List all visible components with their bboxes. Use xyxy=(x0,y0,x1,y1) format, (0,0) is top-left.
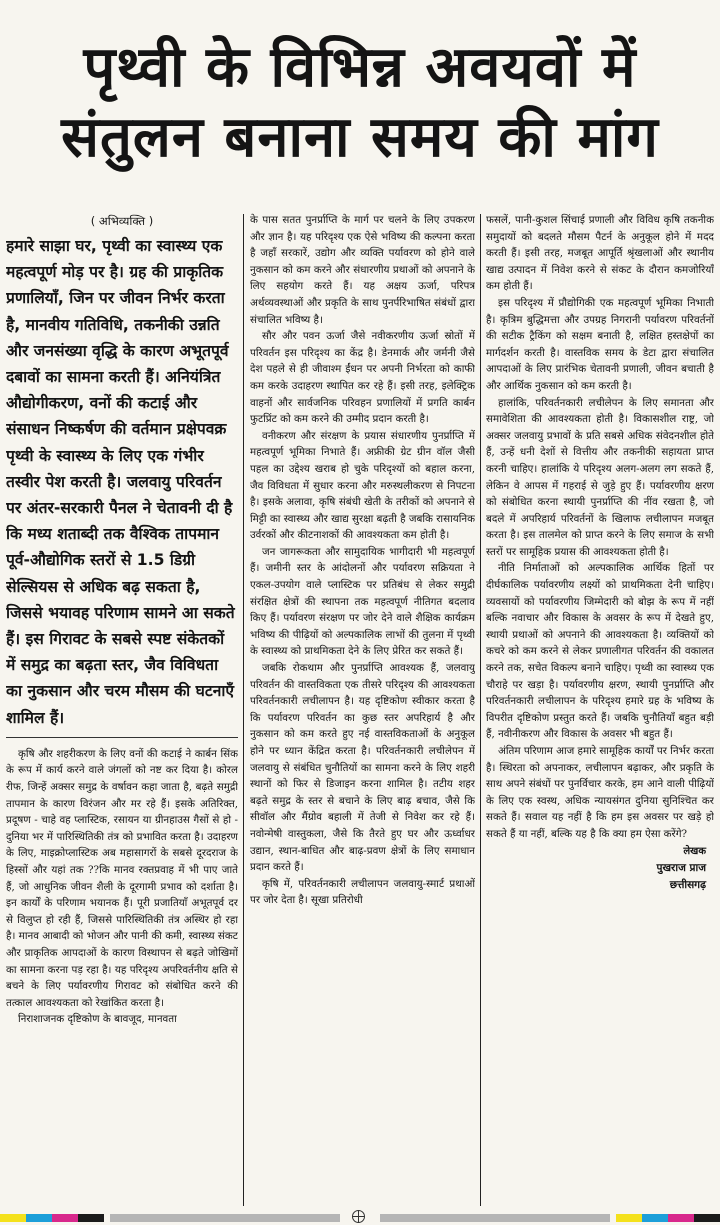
color-swatch xyxy=(26,1214,52,1222)
body-paragraph: नीति निर्माताओं को अल्पकालिक आर्थिक हितों पर दीर्घकालिक पर्यावरणीय लक्ष्यों को प्राथमिकता देनी चाहिए। व्यवसायों को पर्यावरणीय जिम्मेदारी को बोझ के रूप में नहीं बल्कि नवाचार और विकास के अवसर के रूप में देखते हुए, स्थायी प्रथाओं को अपनाने की आवश्यकता है। व्यक्तियों को कचरे को कम करने से लेकर प्रणालीगत परिवर्तन की वकालत करने तक, सचेत विकल्प बनाने चाहिए। पृथ्वी का स्वास्थ्य एक चौराहे पर खड़ा है। पर्यावरणीय क्षरण, स्थायी पुनर्प्राप्ति और परिवर्तनकारी लचीलापन के परिदृश्य हमारे ग्रह के भविष्य के विपरीत दृष्टिकोण प्रस्तुत करते हैं। जबकि चुनौतियाँ बहुत बड़ी हैं, नवीनीकरण और विकास के अवसर भी बहुत हैं। xyxy=(486,562,714,741)
column-2-body xyxy=(250,212,475,909)
lead-paragraph: हमारे साझा घर, पृथ्वी का स्वास्थ्य एक महत्वपूर्ण मोड़ पर है। ग्रह की प्राकृतिक प्रणालियाँ, जिन पर जीवन निर्भर करता है, मानवीय गतिविधि, तकनीकी उन्नति और जनसंख्या वृद्धि के कारण अभूतपूर्व दबावों का सामना करती हैं। अनियंत्रित औद्योगीकरण, वनों की कटाई और संसाधन निष्कर्षण की वर्तमान प्रक्षेपवक्र पृथ्वी के स्वास्थ्य के लिए एक गंभीर तस्वीर पेश करती है। जलवायु परिवर्तन पर अंतर-सरकारी पैनल ने चेतावनी दी है कि मध्य शताब्दी तक वैश्विक तापमान पूर्व-औद्योगिक स्तरों से 1.5 डिग्री सेल्सियस से अधिक बढ़ सकता है, जिससे भयावह परिणाम सामने आ सकते हैं। इस गिरावट के सबसे स्पष्ट संकेतकों में समुद्र का बढ़ता स्तर, जैव विविधता का नुकसान और चरम मौसम की घटनाएँ शामिल हैं। xyxy=(6,233,238,738)
article-column-2 xyxy=(250,212,475,1210)
column-divider xyxy=(243,214,244,1206)
gray-bar xyxy=(110,1214,340,1222)
column-1-body xyxy=(6,746,238,1028)
headline xyxy=(0,35,720,170)
body-paragraph: निराशाजनक दृष्टिकोण के बावजूद, मानवता xyxy=(18,1013,177,1026)
print-color-bar xyxy=(0,1210,720,1225)
color-swatch xyxy=(616,1214,642,1222)
color-swatch xyxy=(694,1214,720,1222)
body-paragraph: के पास सतत पुनर्प्राप्ति के मार्ग पर चलने के लिए उपकरण और ज्ञान है। यह परिदृश्य एक ऐसे भविष्य की कल्पना करता है जहाँ सरकारें, उद्योग और व्यक्ति पर्यावरण को होने वाले नुकसान को कम करने और संधारणीय प्रथाओं को अपनाने के लिए सहयोग करते हैं। यह अक्षय ऊर्जा, परिपत्र अर्थव्यवस्थाओं और प्रकृति के साथ पुनर्परिभाषित संबंधों द्वारा संचालित भविष्य है। xyxy=(250,214,475,326)
body-paragraph: इस परिदृश्य में प्रौद्योगिकी एक महत्वपूर्ण भूमिका निभाती है। कृत्रिम बुद्धिमत्ता और उपग्रह निगरानी पर्यावरण परिवर्तनों की सटीक ट्रैकिंग को सक्षम बनाती है, लक्षित हस्तक्षेपों का मार्गदर्शन करती है। वास्तविक समय के डेटा द्वारा संचालित आपदाओं के लिए प्रारंभिक चेतावनी प्रणाली, जीवन बचाती है और आर्थिक नुकसान को कम करती है। xyxy=(486,296,714,392)
body-paragraph: सौर और पवन ऊर्जा जैसे नवीकरणीय ऊर्जा स्रोतों में परिवर्तन इस परिदृश्य का केंद्र है। डेनमार्क और जर्मनी जैसे देश पहले से ही जीवाश्म ईंधन पर अपनी निर्भरता को काफी कम करके उदाहरण स्थापित कर रहे हैं। इसी तरह, इलेक्ट्रिक वाहनों और सार्वजनिक परिवहन प्रणालियों में प्रगति कार्बन फुटप्रिंट को कम करने की उम्मीद प्रदान करती है। xyxy=(250,330,475,426)
color-swatch xyxy=(642,1214,668,1222)
gray-bar xyxy=(380,1214,610,1222)
article-column-3 xyxy=(486,212,714,1210)
color-swatch xyxy=(78,1214,104,1222)
color-swatch xyxy=(52,1214,78,1222)
body-paragraph: कृषि में, परिवर्तनकारी लचीलापन जलवायु-स्मार्ट प्रथाओं पर जोर देता है। सूखा प्रतिरोधी xyxy=(250,877,475,907)
color-swatch xyxy=(0,1214,26,1222)
body-paragraph: जबकि रोकथाम और पुनर्प्राप्ति आवश्यक हैं, जलवायु परिवर्तन की वास्तविकता एक तीसरे परिदृश्य की आवश्यकता परिवर्तनकारी लचीलापन है। यह दृष्टिकोण स्वीकार करता है कि पर्यावरण परिवर्तन का कुछ स्तर अपरिहार्य है और नुकसान को कम करते हुए नई वास्तविकताओं के अनुकूल होने पर ध्यान केंद्रित करता है। परिवर्तनकारी लचीलेपन में जलवायु से संबंधित चुनौतियों का सामना करने के लिए शहरी स्थानों को फिर से डिजाइन करना शामिल है। तटीय शहर बढ़ते समुद्र के स्तर से बचाने के लिए बाढ़ बचाव, जैसे कि सीवॉल और मैंग्रोव बहाली में तेजी से निवेश कर रहे हैं। नवोन्मेषी वास्तुकला, जैसे कि तैरते हुए घर और ऊर्ध्वाधर उद्यान, स्थान-बाधित और बाढ़-प्रवण क्षेत्रों के लिए समाधान प्रदान करते हैं। xyxy=(250,662,475,874)
article-column-1 xyxy=(6,212,238,1210)
body-paragraph: वनीकरण और संरक्षण के प्रयास संधारणीय पुनर्प्राप्ति में महत्वपूर्ण भूमिका निभाते हैं। अफ्रीकी ग्रेट ग्रीन वॉल जैसी पहल का उद्देश्य खराब हो चुके परिदृश्यों को बहाल करना, जैव विविधता में सुधार करना और मरुस्थलीकरण से निपटना है। इसके अलावा, कृषि संबंधी खेती के तरीकों को अपनाने से मिट्टी का स्वास्थ्य और खाद्य सुरक्षा बढ़ती है जबकि रासायनिक उर्वरकों और कीटनाशकों की आवश्यकता कम होती है। xyxy=(250,429,475,542)
headline-line-2: संतुलन बनाना समय की मांग xyxy=(61,104,659,170)
author-name: पुखराज प्राज xyxy=(656,861,706,874)
color-swatch xyxy=(668,1214,694,1222)
body-paragraph: हालांकि, परिवर्तनकारी लचीलेपन के लिए समानता और समावेशिता की आवश्यकता होती है। विकासशील राष्ट्र, जो अक्सर जलवायु प्रभावों के प्रति सबसे अधिक संवेदनशील होते हैं, उन्हें धनी देशों से वित्तीय और तकनीकी सहायता प्राप्त करनी चाहिए। हालांकि ये परिदृश्य अलग-अलग लग सकते हैं, लेकिन वे आपस में गहराई से जुड़े हुए हैं। पर्यावरणीय क्षरण को संबोधित करना स्थायी पुनर्प्राप्ति की नींव रखता है, जो बदले में अपरिहार्य परिवर्तनों के खिलाफ लचीलापन मजबूत करता है। इस तालमेल को प्राप्त करने के लिए समाज के सभी स्तरों पर सामूहिक प्रयास की आवश्यकता होती है। xyxy=(486,396,714,558)
kicker-label: ( अभिव्यक्ति ) xyxy=(90,214,154,228)
column-divider xyxy=(480,214,481,1206)
headline-line-1: पृथ्वी के विभिन्न अवयवों में xyxy=(83,35,637,101)
body-paragraph: अंतिम परिणाम आज हमारे सामूहिक कार्यों पर निर्भर करता है। स्थिरता को अपनाकर, लचीलापन बढ़ाकर, और प्रकृति के साथ अपने संबंधों पर पुनर्विचार करके, हम आने वाली पीढ़ियों के लिए एक स्वस्थ, अधिक न्यायसंगत दुनिया सुनिश्चित कर सकते हैं। सवाल यह नहीं है कि हम इस अवसर पर खड़े हो सकते हैं या नहीं, बल्कि यह है कि क्या हम ऐसा करेंगे? xyxy=(486,745,714,840)
column-3-body xyxy=(486,212,714,843)
author-role: लेखक xyxy=(683,845,706,857)
body-paragraph: फसलें, पानी-कुशल सिंचाई प्रणाली और विविध कृषि तकनीक समुदायों को बदलते मौसम पैटर्न के अनुकूल होने में मदद करती हैं। इसी तरह, मजबूत आपूर्ति श्रृंखलाओं और स्थानीय खाद्य उत्पादन में निवेश करने से संकट के दौरान कमजोरियाँ कम होती हैं। xyxy=(486,214,714,293)
author-place: छत्तीसगढ़ xyxy=(669,878,706,891)
author-signature xyxy=(486,843,714,894)
body-paragraph: कृषि और शहरीकरण के लिए वनों की कटाई ने कार्बन सिंक के रूप में कार्य करने वाले जंगलों को नष्ट कर दिया है। कोरल रीफ, जिन्हें अक्सर समुद्र के वर्षावन कहा जाता है, बढ़ते समुद्री तापमान के कारण विरंजन और मर रहे हैं। इसके अतिरिक्त, प्रदूषण - चाहे वह प्लास्टिक, रसायन या ग्रीनहाउस गैसों से हो - दुनिया भर में पारिस्थितिकी तंत्र को प्रभावित करता है। उदाहरण के लिए, माइक्रोप्लास्टिक अब महासागरों के सबसे दूरदराज के हिस्सों और यहां तक ??कि मानव रक्तप्रवाह में भी पाए जाते हैं, जो आधुनिक जीवन शैली के दूरगामी प्रभाव को दर्शाता है। इन कार्यों के परिणाम भयानक हैं। पूरी प्रजातियाँ अभूतपूर्व दर से विलुप्त हो रही हैं, जिससे पारिस्थितिकी तंत्र अस्थिर हो रहा है। मानव आबादी को भोजन और पानी की कमी, स्वास्थ्य संकट और प्राकृतिक आपदाओं के कारण विस्थापन से बढ़ते जोखिमों का सामना करना पड़ रहा है। यह परिदृश्य अपरिवर्तनीय क्षति से बचने के लिए पर्यावरणीय गिरावट को संबोधित करने की तत्काल आवश्यकता को रेखांकित करता है। xyxy=(6,747,238,1009)
registration-mark-icon xyxy=(352,1210,365,1223)
body-paragraph: जन जागरूकता और सामुदायिक भागीदारी भी महत्वपूर्ण हैं। जमीनी स्तर के आंदोलनों और पर्यावरण सक्रियता ने एकल-उपयोग वाले प्लास्टिक पर प्रतिबंध से लेकर समुद्री संरक्षित क्षेत्रों की स्थापना तक महत्वपूर्ण नीतिगत बदलाव किए हैं। पर्यावरण संरक्षण पर जोर देने वाले शैक्षिक कार्यक्रम भविष्य की पीढ़ियों को अल्पकालिक लाभों की तुलना में पृथ्वी के स्वास्थ्य को प्राथमिकता देने के लिए प्रेरित कर सकते हैं। xyxy=(250,545,475,658)
